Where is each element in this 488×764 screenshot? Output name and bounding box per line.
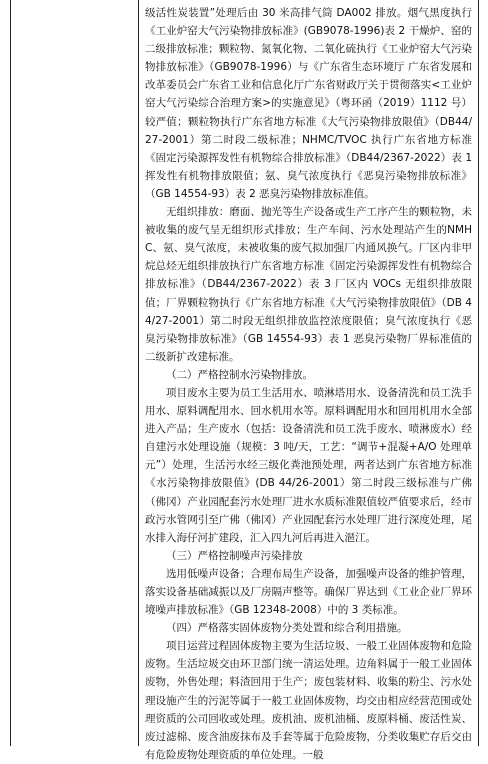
paragraph-noise: 选用低噪声设备；合理布局生产设备，加强噪声设备的维护管理，落实设备基础减振以及厂房隔声整等。确保厂界达到《工业企业厂界环境噪声排放标准》（GB 12348-2008）中的 3 类标准。 [145,567,472,617]
paragraph-wastewater: 项目废水主要为员工生活用水、喷淋塔用水、设备清洗和员工洗手用水、原料调配用水、回水机用水等。原料调配用水和回用机用水全部进入产品；生产废水（包括：设备清洗和员工洗手废水、喷淋废水）经自建污水处理设施（规模：3 吨/天，工艺：“调节+混凝+A/O 处理单元”）处理，生活污水经三级化粪池预处理，两者达到广东省地方标准《水污染物排放限值》(DB 44/26-2001）第二时段三级标准与广佛（佛冈）产业园配套污水处理厂进水水质标准限值较严值要求后，经市政污水管网引至广佛（佛冈）产业园配套污水处理厂进行深度处理，尾水排入海仔河扩建段，汇入四九河后再进入潖江。 [145,386,472,544]
table-border-right [478,0,479,746]
table-border-left [10,0,11,746]
paragraph-waste-gas-standards: 级活性炭装置”处理后由 30 米高排气筒 DA002 排放。烟气黑度执行《工业炉窑大气污染物排放标准》(GB9078-1996)表 2 干燥炉、窑的二级排放标准；颗粒物、氮氧化物、二氧化硫执行《工业炉窑大气污染物排放标准》（GB9078-1996）与《广东省生态环境厅 广东省发展和改革委员会广东省工业和信息化厅广东省财政厅关于贯彻落实<工业炉窑大气污染综合治理方案>的实施意见》（粤环函（2019）1112 号）较严值；颗粒物执行广东省地方标准《大气污染物排放限值》（DB44/27-2001）第二时段二级标准；NHMC/TVOC 执行广东省地方标准《固定污染源挥发性有机物综合排放标准》（DB44/2367-2022）表 1 挥发性有机物排放限值；氨、臭气浓度执行《恶臭污染物排放标准》（GB 14554-93）表 2 恶臭污染物排放标准值。 [145,7,472,200]
paragraph-solid-waste: 项目运营过程固体废物主要为生活垃圾、一般工业固体废物和危险废物。生活垃圾交由环卫部门统一清运处理。边角料属于一般工业固体废物，外售处理；料渣回用于生产；废包装材料、收集的粉尘、污水处理设施产生的污泥等属于一般工业固体废物，均交由相应经营范围或处理资质的公司回收或处理。废机油、废机油桶、废原料桶、废活性炭、废过滤棉、废含油废抹布及手套等属于危险废物，分类收集贮存后交由有危险废物处理资质的单位处理。一般 [145,640,472,761]
table-column-divider [138,0,139,746]
heading-noise-pollution: （三）严格控制噪声污染排放 [166,549,303,562]
heading-water-pollution: （二）严格控制水污染物排放。 [166,368,313,381]
heading-solid-waste: （四）严格落实固体废物分类处置和综合利用措施。 [166,622,408,635]
paragraph-fugitive-emissions: 无组织排放：磨面、抛光等生产设备或生产工序产生的颗粒物，未被收集的废气呈无组织形式排放；生产车间、污水处理站产生的NMHC、氨、臭气浓度，未被收集的废气拟加强厂内通风换气。厂区内非甲烷总烃无组织排放执行广东省地方标准《固定污染源挥发性有机物综合排放标准》（DB44/2367-2022）表 3 厂区内 VOCs 无组织排放限值；厂界颗粒物执行《广东省地方标准《大气污染物排放限值》（DB 44/27-2001）第二时段无组织排放监控浓度限值；臭气浓度执行《恶臭污染物排放标准》（GB 14554-93）表 1 恶臭污染物厂界标准值的二级新扩改建标准。 [145,206,472,363]
document-body [145,4,472,764]
